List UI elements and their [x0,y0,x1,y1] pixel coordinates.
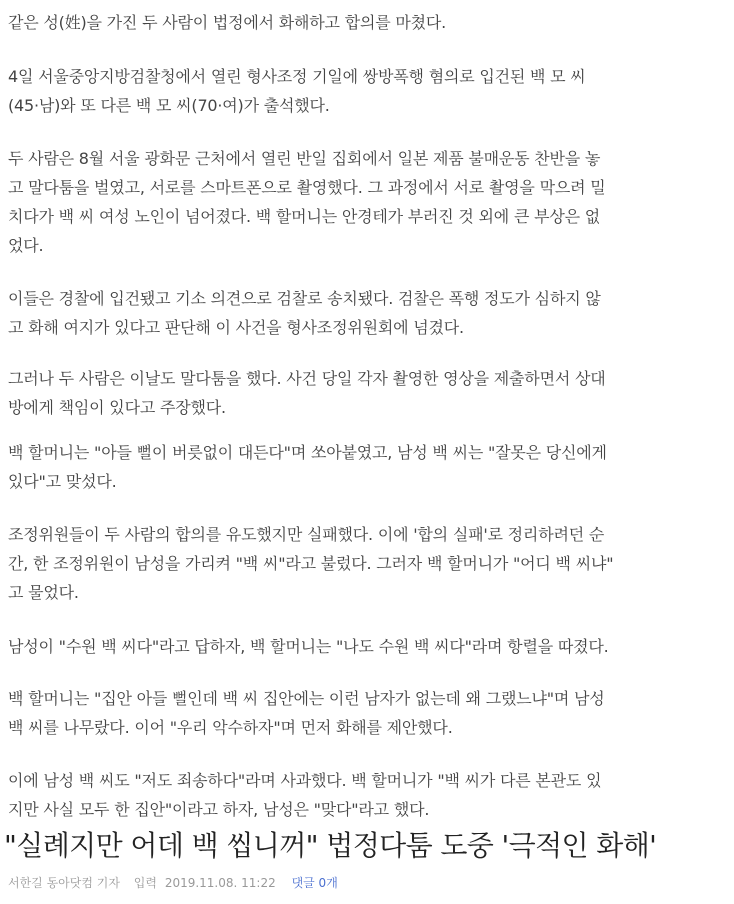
paragraph-line: 방에게 책임이 있다고 주장했다. [8,398,226,417]
paragraph-line: 백 할머니는 "아들 뻘이 버릇없이 대든다"며 쏘아붙였고, 남성 백 씨는 "잘못은 당신에게 [8,443,607,462]
article-paragraph-8 [8,632,723,661]
paragraph-line: 이에 남성 백 씨도 "저도 죄송하다"라며 사과했다. 백 할머니가 "백 씨가 다른 본관도 있 [8,771,602,790]
article-byline [8,874,348,892]
article-paragraph-6 [8,438,723,496]
article-paragraph-1 [8,8,723,37]
article-paragraph-5 [8,364,723,422]
article-paragraph-4 [8,284,723,342]
article-paragraph-2 [8,62,723,120]
paragraph-line: 지만 사실 모두 한 집안"이라고 하자, 남성은 "맞다"라고 했다. [8,800,430,819]
paragraph-line: 었다. [8,236,44,255]
paragraph-line: (45·남)와 또 다른 백 모 씨(70·여)가 출석했다. [8,96,330,115]
byline-date: 2019.11.08. 11:22 [164,876,276,890]
paragraph-line: 같은 성(姓)을 가진 두 사람이 법정에서 화해하고 합의를 마쳤다. [8,13,447,32]
article-paragraph-9 [8,684,723,742]
paragraph-line: 간, 한 조정위원이 남성을 가리켜 "백 씨"라고 불렀다. 그러자 백 할머니가 "어디 백 씨냐" [8,554,614,573]
paragraph-line: 백 할머니는 "집안 아들 뻘인데 백 씨 집안에는 이런 남자가 없는데 왜 그랬느냐"며 남성 [8,689,605,708]
paragraph-line: 고 말다툼을 벌였고, 서로를 스마트폰으로 촬영했다. 그 과정에서 서로 촬영을 막으려 밀 [8,178,606,197]
article-headline[interactable]: "실례지만 어데 백 씹니꺼" 법정다툼 도중 '극적인 화해' [4,829,657,862]
paragraph-line: 있다"고 맞섰다. [8,472,117,491]
paragraph-line: 이들은 경찰에 입건됐고 기소 의견으로 검찰로 송치됐다. 검찰은 폭행 정도가 심하지 않 [8,289,601,308]
paragraph-line: 4일 서울중앙지방검찰청에서 열린 형사조정 기일에 쌍방폭행 혐의로 입건된 백 모 씨 [8,67,586,86]
article-paragraph-10 [8,766,723,824]
byline-author: 서한길 동아닷컴 기자 [8,876,120,890]
paragraph-line: 조정위원들이 두 사람의 합의를 유도했지만 실패했다. 이에 '합의 실패'로 정리하려던 순 [8,525,605,544]
paragraph-line: 고 화해 여지가 있다고 판단해 이 사건을 형사조정위원회에 넘겼다. [8,318,464,337]
paragraph-line: 백 씨를 나무랐다. 이어 "우리 악수하자"며 먼저 화해를 제안했다. [8,718,453,737]
byline-date-label: 입력 [133,876,157,890]
paragraph-line: 치다가 백 씨 여성 노인이 넘어졌다. 백 할머니는 안경테가 부러진 것 외에 큰 부상은 없 [8,207,600,226]
paragraph-line: 고 물었다. [8,583,79,602]
article-paragraph-7 [8,520,723,607]
paragraph-line: 그러나 두 사람은 이날도 말다툼을 했다. 사건 당일 각자 촬영한 영상을 제출하면서 상대 [8,369,606,388]
paragraph-line: 남성이 "수원 백 씨다"라고 답하자, 백 할머니는 "나도 수원 백 씨다"라며 항렬을 따졌다. [8,637,609,656]
paragraph-line: 두 사람은 8월 서울 광화문 근처에서 열린 반일 집회에서 일본 제품 불매운동 찬반을 놓 [8,149,601,168]
comments-link[interactable]: 댓글 0개 [291,876,338,890]
article-paragraph-3 [8,144,723,260]
